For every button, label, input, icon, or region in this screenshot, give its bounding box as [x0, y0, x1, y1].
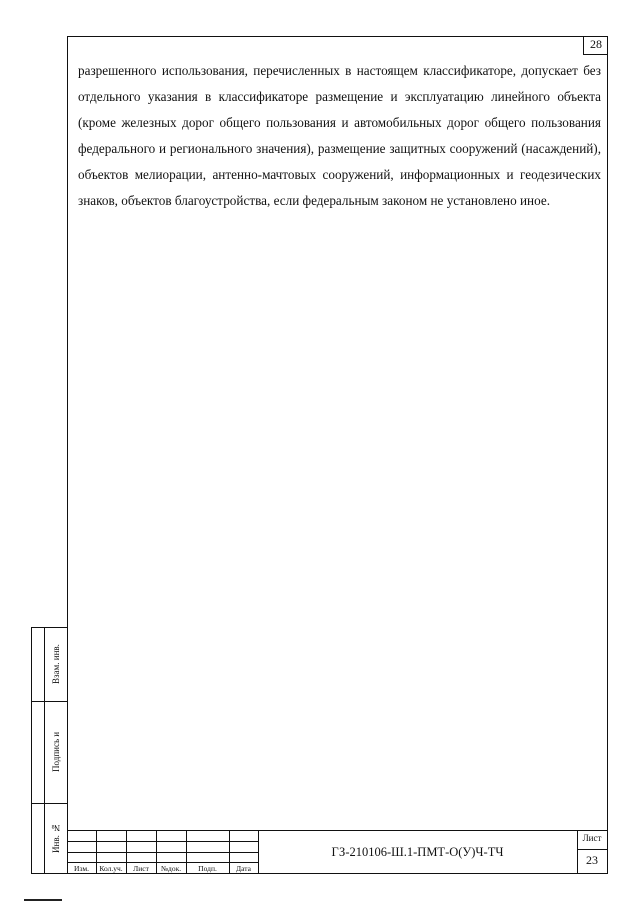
- side-label-vzam-inv: Взам. инв.: [51, 644, 61, 685]
- stamp-col-podp: Подп.: [198, 864, 217, 873]
- side-label-podpis: Подпись и: [51, 731, 61, 773]
- stamp-col-list: Лист: [133, 864, 149, 873]
- scan-edge-mark: [24, 899, 62, 901]
- stamp-col-koluch: Кол.уч.: [99, 864, 123, 873]
- page-number: 28: [583, 36, 608, 55]
- stamp-col-izm: Изм.: [74, 864, 89, 873]
- stamp-col-data: Дата: [236, 864, 251, 873]
- body-paragraph: разрешенного использования, перечисленных в настоящем классификаторе, допускает без отдельного указания в классификаторе размещение и эксплуатацию линейного объекта (кроме железных дорог общего пользования и автомобильных дорог общего пользования федерального и регионального значения), размещение защитных сооружений (насаждений), объектов мелиорации, антенно-мачтовых сооружений, информационных и геодезических знаков, объектов благоустройства, если федеральным законом не установлено иное.: [78, 63, 601, 208]
- stamp-row-line: [577, 849, 608, 850]
- sheet-label: Лист: [582, 833, 602, 843]
- stamp-col-ndok: №док.: [160, 864, 182, 873]
- document-code: ГЗ-210106-Ш.1-ПМТ-О(У)Ч-ТЧ: [331, 845, 504, 859]
- side-label-inv-no: Инв. №: [51, 822, 61, 854]
- sheet-number: 23: [586, 853, 598, 867]
- title-block: [67, 830, 608, 874]
- side-approval-strip: [31, 627, 67, 874]
